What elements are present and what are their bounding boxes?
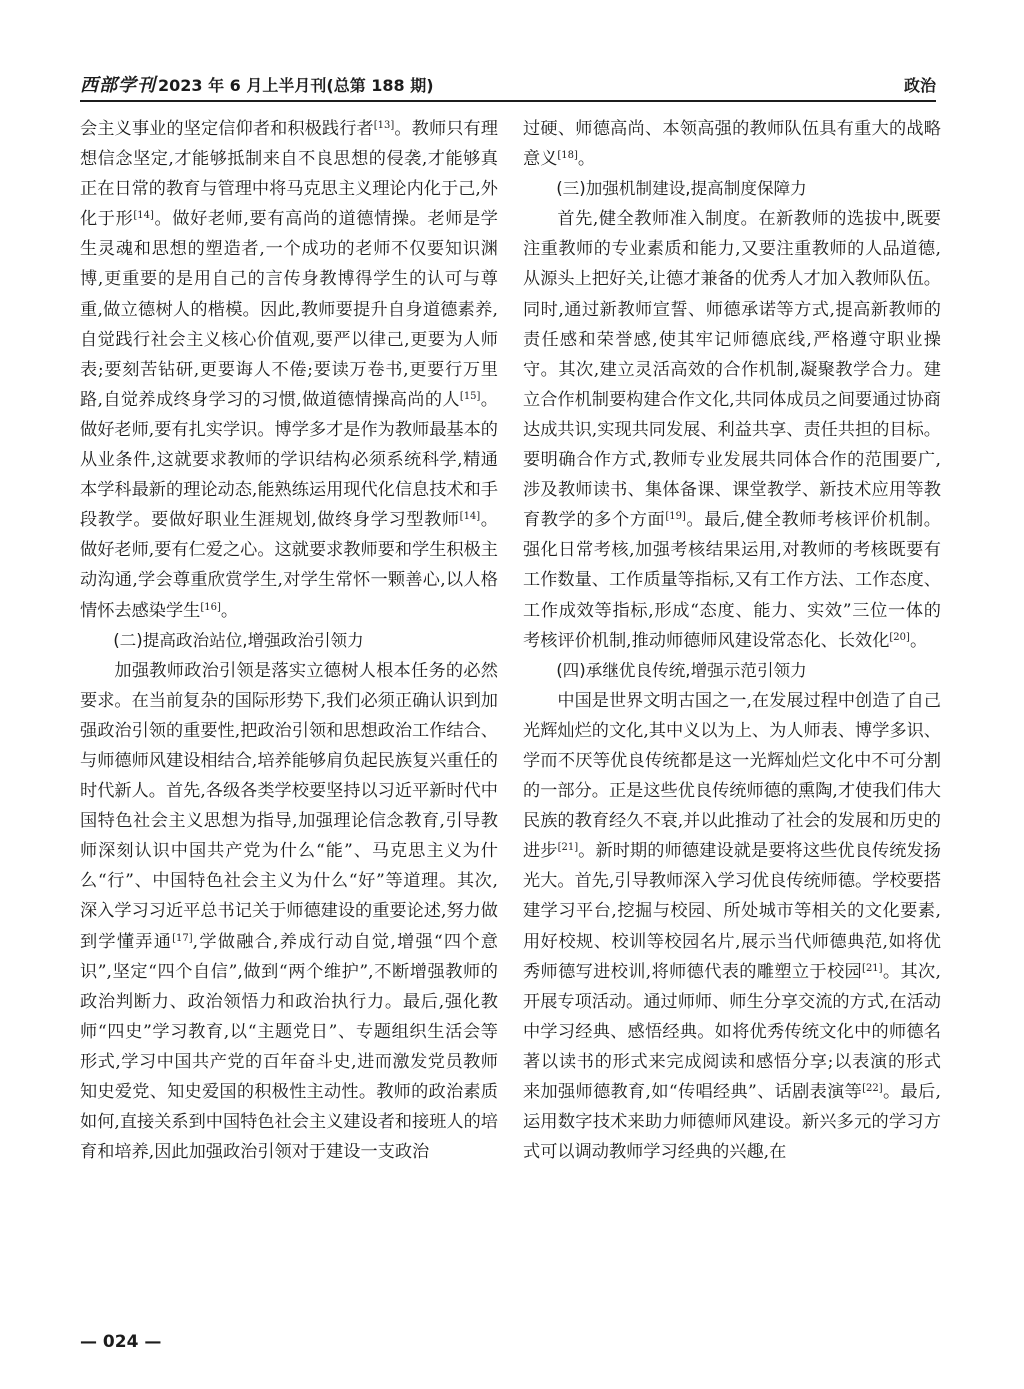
citation-ref: [16] <box>200 601 221 613</box>
citation-ref: [21] <box>557 842 579 854</box>
journal-logo: 西部学刊 <box>80 75 156 96</box>
citation-ref: [18] <box>557 150 578 162</box>
citation-ref: [14] <box>133 210 154 222</box>
citation-ref: [21] <box>862 962 883 974</box>
issue-info: 2023 年 6 月上半月刊(总第 188 期) <box>158 76 434 95</box>
paragraph-mechanism-building: 首先,健全教师准入制度。在新教师的选拔中,既要注重教师的专业素质和能力,又要注重教师的人品道德,从源头上把好关,让德才兼备的优秀人才加入教师队伍。同时,通过新教师宣誓、师德承诺等方式,提高新教师的责任感和荣誉感,使其牢记师德底线,严格遵守职业操守。其次,建立灵活高效的合作机制,凝聚教学合力。建立合作机制要构建合作文化,共同体成员之间要通过协商达成共识,实现共同发展、利益共享、责任共担的目标。要明确合作方式,教师专业发展共同体合作的范围要广,涉及教师读书、集体备课、课堂教学、新技术应用等教育教学的多个方面[19]。最后,健全教师考核评价机制。强化日常考核,加强考核结果运用,对教师的考核既要有工作数量、工作质量等指标,又有工作方法、工作态度、工作成效等指标,形成“态度、能力、实效”三位一体的考核评价机制,推动师德师风建设常态化、长效化[20]。 <box>523 209 941 651</box>
left-column <box>80 114 498 1167</box>
paragraph-political-guidance: 加强教师政治引领是落实立德树人根本任务的必然要求。在当前复杂的国际形势下,我们必须正确认识到加强政治引领的重要性,把政治引领和思想政治工作结合、与师德师风建设相结合,培养能够肩负起民族复兴重任的时代新人。首先,各级各类学校要坚持以习近平新时代中国特色社会主义思想为指导,加强理论信念教育,引导教师深刻认识中国共产党为什么“能”、马克思主义为什么“行”、中国特色社会主义为什么“好”等道理。其次,深入学习习近平总书记关于师德建设的重要论述,努力做到学懂弄通[17],学做融合,养成行动自觉,增强“四个意识”,坚定“四个自信”,做到“两个维护”,不断增强教师的政治判断力、政治领悟力和政治执行力。最后,强化教师“四史”学习教育,以“主题党日”、专题组织生活会等形式,学习中国共产党的百年奋斗史,进而激发党员教师知史爱党、知史爱国的积极性主动性。教师的政治素质如何,直接关系到中国特色社会主义建设者和接班人的培育和培养,因此加强政治引领对于建设一支政治 <box>80 660 498 1163</box>
citation-ref: [17] <box>172 932 193 944</box>
right-column <box>523 114 941 1167</box>
subheading-mechanism-building: (三)加强机制建设,提高制度保障力 <box>556 179 807 199</box>
citation-ref: [20] <box>889 631 910 643</box>
citation-ref: [13] <box>373 120 395 131</box>
journal-masthead <box>80 71 434 97</box>
page-number: — 024 — <box>80 1332 162 1352</box>
citation-ref: [14] <box>459 511 481 523</box>
section-label: 政治 <box>903 75 936 95</box>
paragraph-teacher-qualities: 会主义事业的坚定信仰者和积极践行者[13]。教师只有理想信念坚定,才能够抵制来自不良思想的侵袭,才能够真正在日常的教育与管理中将马克思主义理论内化于己,外化于形[14]。做好老师,要有高尚的道德情操。老师是学生灵魂和思想的塑造者,一个成功的老师不仅要知识渊博,更重要的是用自己的言传身教博得学生的认可与尊重,做立德树人的楷模。因此,教师要提升自身道德素养,自觉践行社会主义核心价值观,要严以律己,更要为人师表;要刻苦钻研,更要诲人不倦;要读万卷书,更要行万里路,自觉养成终身学习的习惯,做道德情操高尚的人[15]。做好老师,要有扎实学识。博学多才是作为教师最基本的从业条件,这就要求教师的学识结构必须系统科学,精通本学科最新的理论动态,能熟练运用现代化信息技术和手段教学。要做好职业生涯规划,做终身学习型教师[14]。做好老师,要有仁爱之心。这就要求教师要和学生积极主动沟通,学会尊重欣赏学生,对学生常怀一颗善心,以人格情怀去感染学生[16]。 <box>80 119 498 621</box>
running-header <box>80 68 936 102</box>
paragraph-fine-traditions: 中国是世界文明古国之一,在发展过程中创造了自己光辉灿烂的文化,其中义以为上、为人师表、博学多识、学而不厌等优良传统都是这一光辉灿烂文化中不可分割的一部分。正是这些优良传统师德的熏陶,才使我们伟大民族的教育经久不衰,并以此推动了社会的发展和历史的进步[21]。新时期的师德建设就是要将这些优良传统发扬光大。首先,引导教师深入学习优良传统师德。学校要搭建学习平台,挖掘与校园、所处城市等相关的文化要素,用好校规、校训等校园名片,展示当代师德典范,如将优秀师德写进校训,将师德代表的雕塑立于校园[21]。其次,开展专项活动。通过师师、师生分享交流的方式,在活动中学习经典、感悟经典。如将优秀传统文化中的师德名著以读书的形式来完成阅读和感悟分享;以表演的形式来加强师德教育,如“传唱经典”、话剧表演等[22]。最后,运用数字技术来助力师德师风建设。新兴多元的学习方式可以调动教师学习经典的兴趣,在 <box>523 690 942 1163</box>
citation-ref: [22] <box>862 1083 883 1094</box>
citation-ref: [19] <box>665 511 686 523</box>
paragraph-continued: 过硬、师德高尚、本领高强的教师队伍具有重大的战略意义[18]。 <box>523 119 941 170</box>
citation-ref: [15] <box>459 390 481 402</box>
subheading-fine-traditions: (四)承继优良传统,增强示范引领力 <box>556 660 807 680</box>
subheading-political-guidance: (二)提高政治站位,增强政治引领力 <box>113 630 364 650</box>
